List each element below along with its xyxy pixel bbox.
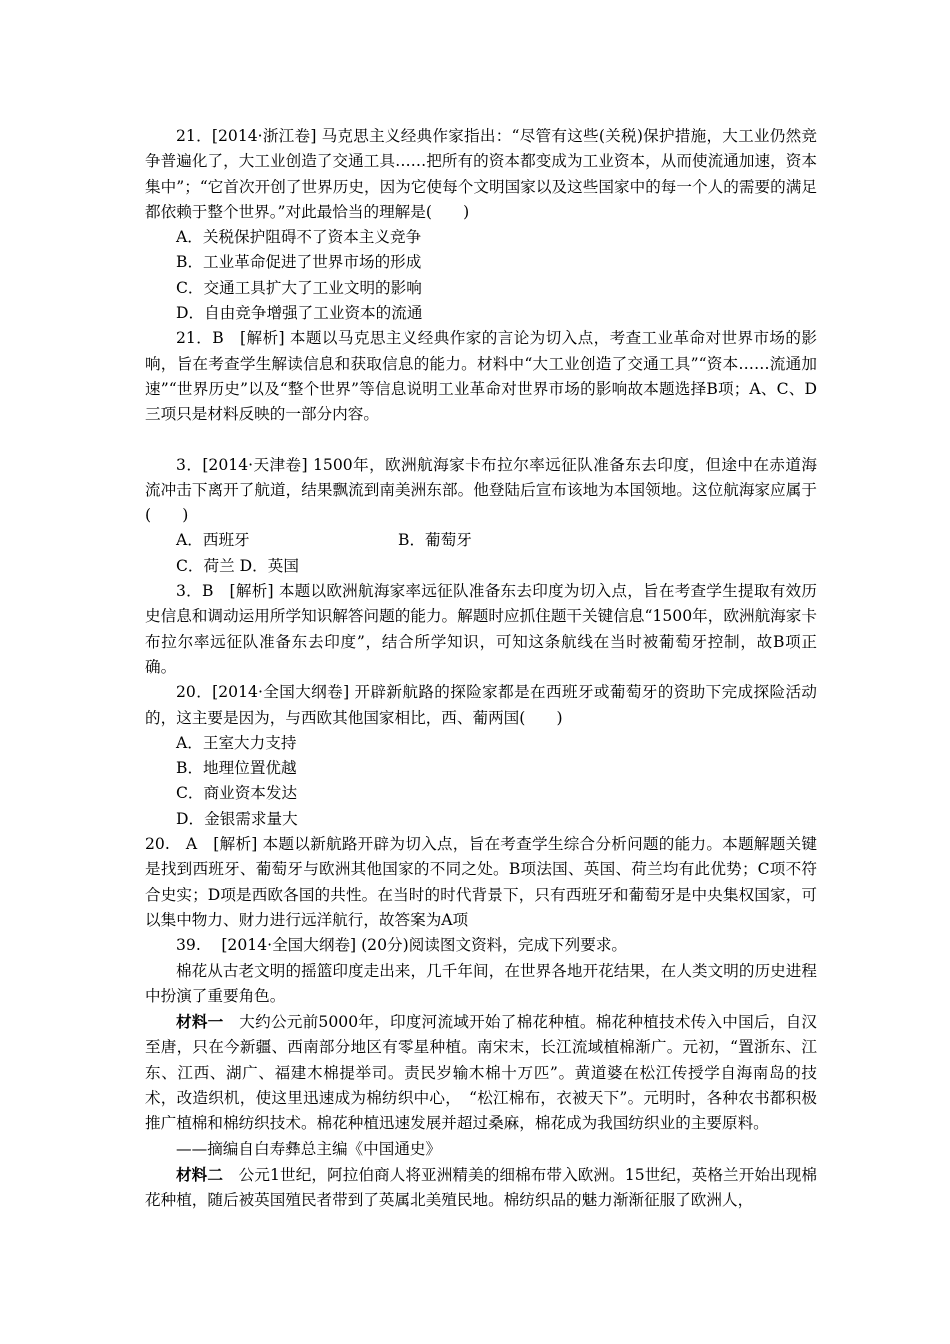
q21-stem: 21．[2014·浙江卷] 马克思主义经典作家指出：“尽管有这些(关税)保护措施，大工业仍然竞争普遍化了，大工业创造了交通工具……把所有的资本都变成为工业资本，从而使流通加速，资本集中”；“它首次开创了世界历史，因为它使每个文明国家以及这些国家中的每一个人的需要的满足都依赖于整个世界。”对此最恰当的理解是( )	[145, 127, 817, 221]
q20-option-c: C．商业资本发达	[176, 784, 298, 803]
q3-option-b: B．葡萄牙	[398, 531, 472, 550]
q3-option-a: A．西班牙	[176, 531, 250, 550]
material-1-label: 材料一	[176, 1012, 224, 1032]
q3-options-cd: C．荷兰 D．英国	[176, 556, 299, 575]
q39-stem: 39. [2014·全国大纲卷] (20分)阅读图文资料，完成下列要求。	[176, 936, 628, 955]
spacer	[145, 428, 817, 453]
q39-material-1-source: ——摘编自白寿彝总主编《中国通史》	[176, 1139, 442, 1158]
material-2-label: 材料二	[176, 1164, 224, 1184]
q39-intro: 棉花从古老文明的摇篮印度走出来，几千年间，在世界各地开花结果，在人类文明的历史进程中扮演了重要角色。	[145, 961, 817, 1005]
q20-option-b: B．地理位置优越	[176, 759, 297, 778]
material-2-text: 公元1世纪，阿拉伯商人将亚洲精美的细棉布带入欧洲。15世纪，英格兰开始出现棉花种植，随后被英国殖民者带到了英属北美殖民地。棉纺织品的魅力渐渐征服了欧洲人，	[145, 1165, 817, 1210]
q21-option-b: B．工业革命促进了世界市场的形成	[176, 253, 422, 272]
q39-material-1	[145, 1009, 817, 1136]
q21-option-d: D．自由竞争增强了工业资本的流通	[176, 304, 423, 323]
q20-stem: 20．[2014·全国大纲卷] 开辟新航路的探险家都是在西班牙或葡萄牙的资助下完成探险活动的，这主要是因为，与西欧其他国家相比，西、葡两国( )	[145, 683, 817, 727]
q20-option-d: D．金银需求量大	[176, 809, 298, 828]
q39-material-2	[145, 1162, 817, 1214]
q3-options-ab	[145, 528, 817, 553]
q3-stem: 3．[2014·天津卷] 1500年，欧洲航海家卡布拉尔率远征队准备东去印度，但途中在赤道海流冲击下离开了航道，结果飘流到南美洲东部。他登陆后宣布该地为本国领地。这位航海家应属于( )	[145, 455, 817, 525]
material-1-text: 大约公元前5000年，印度河流域开始了棉花种植。棉花种植技术传入中国后，自汉至唐，只在今新疆、西南部分地区有零星种植。南宋末，长江流域植棉渐广。元初，“置浙东、江东、江西、湖广、福建木棉提举司。责民岁输木棉十万匹”。黄道婆在松江传授学自海南岛的技术，改造织机，使这里迅速成为棉纺织中心， “松江棉布，衣被天下”。元明时，各种农书都积极推广植棉和棉纺织技术。棉花种植迅速发展并超过桑麻，棉花成为我国纺织业的主要原料。	[145, 1013, 817, 1133]
q21-option-c: C．交通工具扩大了工业文明的影响	[176, 278, 422, 297]
q20-option-a: A．王室大力支持	[176, 733, 297, 752]
q21-answer: 21．B [解析] 本题以马克思主义经典作家的言论为切入点，考查工业革命对世界市场的影响，旨在考查学生解读信息和获取信息的能力。材料中“大工业创造了交通工具”“资本……流通加速”“世界历史”以及“整个世界”等信息说明工业革命对世界市场的影响故本题选择B项；A、C、D三项只是材料反映的一部分内容。	[145, 329, 817, 424]
q3-answer: 3．B [解析] 本题以欧洲航海家率远征队准备东去印度为切入点，旨在考查学生提取有效历史信息和调动运用所学知识解答问题的能力。解题时应抓住题干关键信息“1500年，欧洲航海家卡布拉尔率远征队准备东去印度”，结合所学知识，可知这条航线在当时被葡萄牙控制，故B项正确。	[145, 582, 817, 676]
document-page	[145, 124, 817, 1213]
q20-answer: 20. A [解析] 本题以新航路开辟为切入点，旨在考查学生综合分析问题的能力。本题解题关键是找到西班牙、葡萄牙与欧洲其他国家的不同之处。B项法国、英国、荷兰均有此优势；C项不符合史实；D项是西欧各国的共性。在当时的时代背景下，只有西班牙和葡萄牙是中央集权国家，可以集中物力、财力进行远洋航行，故答案为A项	[145, 835, 817, 929]
q21-option-a: A．关税保护阻碍不了资本主义竞争	[176, 228, 422, 247]
